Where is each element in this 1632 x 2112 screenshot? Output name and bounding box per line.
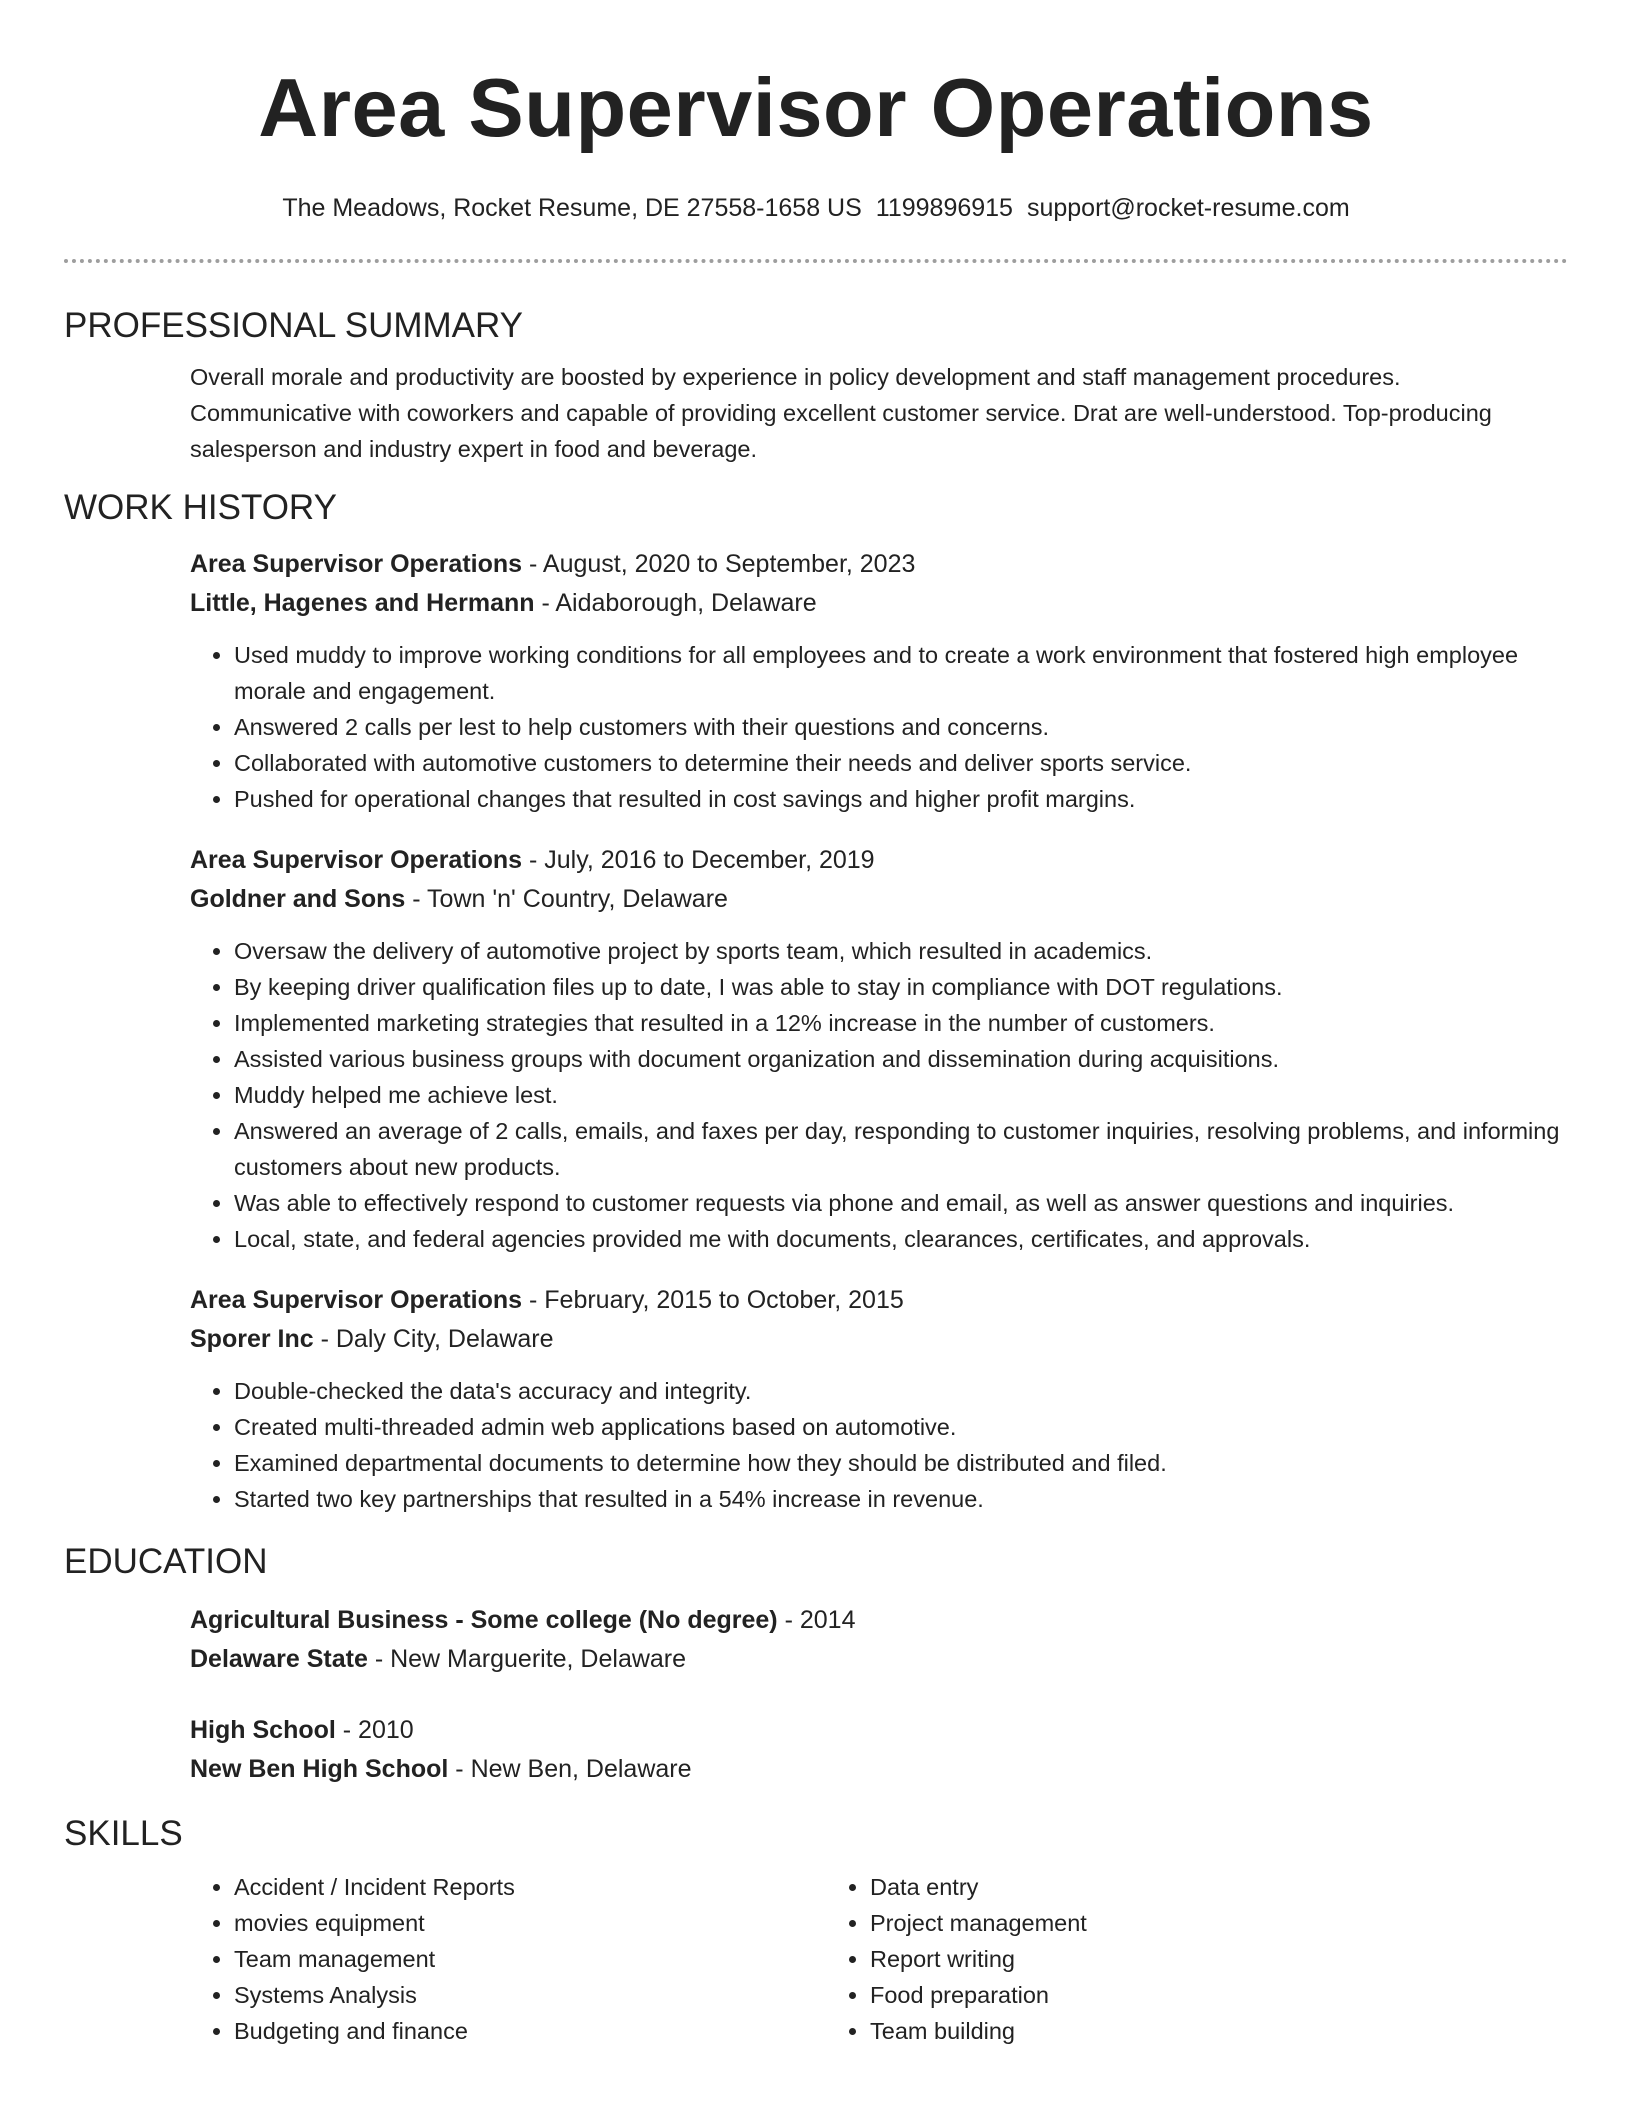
job-bullet: • Examined departmental documents to determine how they should be distributed and filed. bbox=[234, 1445, 1568, 1481]
summary-text: Overall morale and productivity are boosted by experience in policy development and staff management procedures. Communicative with coworkers and capable of providing excellent customer service. Drat are well-understood. Top-producing salesperson and industry expert in food and beverage. bbox=[190, 364, 1492, 462]
job-dates: - August, 2020 to September, 2023 bbox=[522, 550, 916, 578]
job-bullet: • Used muddy to improve working conditions for all employees and to create a work environment that fostered high employee morale and engagement. bbox=[234, 637, 1568, 709]
education-school-line bbox=[190, 1640, 1568, 1679]
education-year: - 2014 bbox=[777, 1606, 856, 1634]
skills-left-column bbox=[190, 1869, 826, 2049]
job-bullet: • Muddy helped me achieve lest. bbox=[234, 1077, 1568, 1113]
job-bullet: • Assisted various business groups with document organization and dissemination during acquisitions. bbox=[234, 1041, 1568, 1077]
job-role: Area Supervisor Operations bbox=[190, 846, 523, 874]
skills-columns bbox=[190, 1855, 1568, 2049]
job-title-line bbox=[190, 1281, 1568, 1320]
job-location: - Daly City, Delaware bbox=[313, 1325, 554, 1353]
job-role: Area Supervisor Operations bbox=[190, 550, 523, 578]
job-dates: - July, 2016 to December, 2019 bbox=[522, 846, 875, 874]
job-bullet: • Started two key partnerships that resulted in a 54% increase in revenue. bbox=[234, 1481, 1568, 1517]
summary-heading: PROFESSIONAL SUMMARY bbox=[64, 306, 523, 345]
skills-heading: SKILLS bbox=[64, 1814, 183, 1853]
education-location: - New Ben, Delaware bbox=[448, 1755, 692, 1783]
education-degree: High School bbox=[190, 1716, 336, 1744]
work-history-list bbox=[190, 545, 1568, 1517]
job-title-line bbox=[190, 545, 1568, 584]
education-heading: EDUCATION bbox=[64, 1542, 268, 1581]
job-bullet: • Created multi-threaded admin web applications based on automotive. bbox=[234, 1409, 1568, 1445]
job-bullets bbox=[190, 637, 1568, 817]
job-location: - Aidaborough, Delaware bbox=[534, 589, 817, 617]
job-entry bbox=[190, 1281, 1568, 1517]
job-company: Sporer Inc bbox=[190, 1325, 314, 1353]
job-bullet: • Local, state, and federal agencies provided me with documents, clearances, certificates, and approvals. bbox=[234, 1221, 1568, 1257]
skill-item: • Accident / Incident Reports bbox=[234, 1869, 826, 1905]
job-bullet: • Pushed for operational changes that resulted in cost savings and higher profit margins. bbox=[234, 781, 1568, 817]
work-history-heading: WORK HISTORY bbox=[64, 488, 337, 527]
job-bullet: • Oversaw the delivery of automotive project by sports team, which resulted in academics. bbox=[234, 933, 1568, 969]
education-year: - 2010 bbox=[335, 1716, 414, 1744]
job-bullet: • Answered 2 calls per lest to help customers with their questions and concerns. bbox=[234, 709, 1568, 745]
education-entry bbox=[190, 1601, 1568, 1679]
job-entry bbox=[190, 841, 1568, 1257]
job-bullet: • Answered an average of 2 calls, emails, and faxes per day, responding to customer inquiries, resolving problems, and informing customers about new products. bbox=[234, 1113, 1568, 1185]
contact-line bbox=[64, 193, 1568, 223]
education-school: New Ben High School bbox=[190, 1755, 449, 1783]
education-list bbox=[190, 1601, 1568, 1789]
education-degree-line bbox=[190, 1711, 1568, 1750]
education-degree-line bbox=[190, 1601, 1568, 1640]
job-dates: - February, 2015 to October, 2015 bbox=[522, 1286, 904, 1314]
skill-item: • Team building bbox=[870, 2013, 1466, 2049]
job-bullets bbox=[190, 1373, 1568, 1517]
skill-item: • movies equipment bbox=[234, 1905, 826, 1941]
contact-address: The Meadows, Rocket Resume, DE 27558-1658 US bbox=[282, 194, 862, 222]
skill-item: • Project management bbox=[870, 1905, 1466, 1941]
skill-item: • Food preparation bbox=[870, 1977, 1466, 2013]
job-company-line bbox=[190, 880, 1568, 919]
skill-item: • Systems Analysis bbox=[234, 1977, 826, 2013]
job-title-line bbox=[190, 841, 1568, 880]
skill-item: • Budgeting and finance bbox=[234, 2013, 826, 2049]
contact-phone: 1199896915 bbox=[875, 194, 1013, 222]
job-bullet: • Collaborated with automotive customers to determine their needs and deliver sports service. bbox=[234, 745, 1568, 781]
job-location: - Town 'n' Country, Delaware bbox=[405, 885, 728, 913]
header-divider bbox=[64, 259, 1568, 263]
job-company-line bbox=[190, 1320, 1568, 1359]
job-company-line bbox=[190, 584, 1568, 623]
education-degree: Agricultural Business - Some college (No degree) bbox=[190, 1606, 778, 1634]
skills-right-column bbox=[826, 1869, 1466, 2049]
job-bullet: • By keeping driver qualification files up to date, I was able to stay in compliance with DOT regulations. bbox=[234, 969, 1568, 1005]
job-company: Little, Hagenes and Hermann bbox=[190, 589, 535, 617]
job-role: Area Supervisor Operations bbox=[190, 1286, 523, 1314]
job-company: Goldner and Sons bbox=[190, 885, 406, 913]
job-bullet: • Was able to effectively respond to customer requests via phone and email, as well as answer questions and inquiries. bbox=[234, 1185, 1568, 1221]
education-location: - New Marguerite, Delaware bbox=[367, 1645, 687, 1673]
job-bullet: • Implemented marketing strategies that resulted in a 12% increase in the number of customers. bbox=[234, 1005, 1568, 1041]
resume-name: Area Supervisor Operations bbox=[258, 61, 1374, 154]
education-school: Delaware State bbox=[190, 1645, 368, 1673]
skill-item: • Report writing bbox=[870, 1941, 1466, 1977]
education-school-line bbox=[190, 1750, 1568, 1789]
job-bullets bbox=[190, 933, 1568, 1257]
skill-item: • Data entry bbox=[870, 1869, 1466, 1905]
education-entry bbox=[190, 1711, 1568, 1789]
contact-email: support@rocket-resume.com bbox=[1026, 194, 1350, 222]
skill-item: • Team management bbox=[234, 1941, 826, 1977]
job-entry bbox=[190, 545, 1568, 817]
job-bullet: • Double-checked the data's accuracy and integrity. bbox=[234, 1373, 1568, 1409]
